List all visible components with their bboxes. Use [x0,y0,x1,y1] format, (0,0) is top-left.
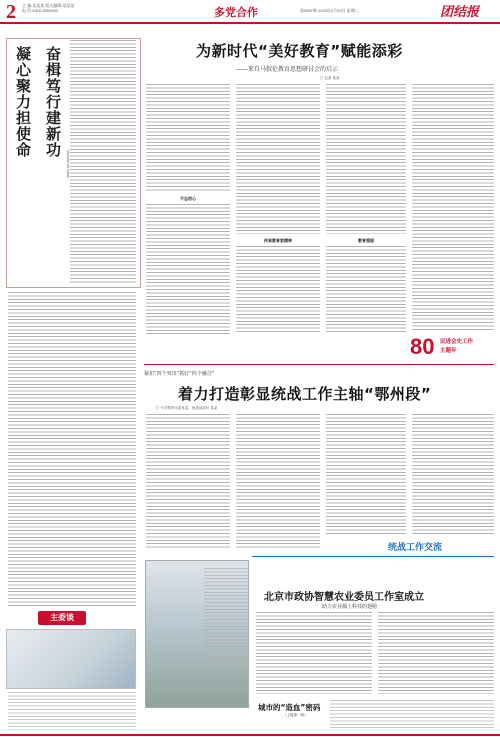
main-text-col2b [236,246,320,334]
lower-text-col2 [378,612,494,694]
main-text-col3a [326,84,406,234]
header-meta-line2: 电 话:0316-0000000 [22,8,59,13]
main-subhead-3: 教育强国 [358,238,374,243]
left-headline-part1: 凝心聚力担使命 [14,46,32,158]
left-headline-part2: 奋楫笃行建新功 [44,46,62,158]
badge-line2: 主题年 [440,348,457,354]
main-subhead-2: 传承教育家精神 [264,238,292,243]
anniversary-badge [410,334,492,360]
section-title: 多党合作 [214,6,258,19]
middle-text-col3 [326,414,406,534]
lower-subheadline: 助力农业插上科技的翅膀 [322,604,378,610]
main-subhead-1: 不忘初心 [180,196,196,201]
left-body-text-main [8,292,136,608]
main-text-col3b [326,246,406,334]
page-number: 2 [6,1,16,23]
photo-caption-text [204,568,248,676]
left-byline: 民革某委主委 张某某 [66,150,70,178]
badge-number: 80 [410,334,435,359]
newspaper-brand: 团结报 [440,5,480,20]
middle-text-col4 [412,414,494,534]
city-headline: 城市的“造血”密码 [258,703,321,712]
section-divider [144,364,494,365]
city-continued-note: （上接第一版） [283,713,308,717]
main-byline: □ 记者 某某 [320,76,340,80]
column-label-tongzhan: 统战工作交流 [388,543,443,553]
left-body-text-bottom [8,692,136,730]
middle-text-col1 [146,414,230,550]
main-text-col1b [146,204,230,334]
main-text-col1a [146,84,230,192]
main-headline: 为新时代“美好教育”赋能添彩 [196,42,403,60]
header-meta-line1: 主 编:某某某 版式编辑:某某某 [22,3,75,8]
badge-line1: 民进会史工作 [440,339,474,345]
issue-date: 第5957期 2025年4月29日 星期二 [300,8,359,13]
middle-text-col2 [236,414,320,550]
footer-rule [0,734,500,736]
city-body-text [330,700,494,730]
host-column-badge: 主委谈 [38,611,86,625]
blue-divider [252,556,494,557]
header-meta [22,3,74,13]
main-text-col4 [412,84,494,330]
lower-headline: 北京市政协智慧农业委员工作室成立 [264,592,424,603]
main-text-col2a [236,84,320,234]
left-photo [6,629,136,689]
middle-byline: □ 中共鄂州市委常委、统战部部长 某某 [156,406,218,410]
middle-kicker: 紧扣“四个突出”抓好“四个融合” [144,371,215,377]
middle-headline: 着力打造彰显统战工作主轴“鄂州段” [178,385,432,403]
main-subheadline: ——来自马叙伦教育思想研讨会的启示 [236,66,339,73]
left-body-text-top [70,40,136,284]
lower-text-col1 [256,612,372,694]
